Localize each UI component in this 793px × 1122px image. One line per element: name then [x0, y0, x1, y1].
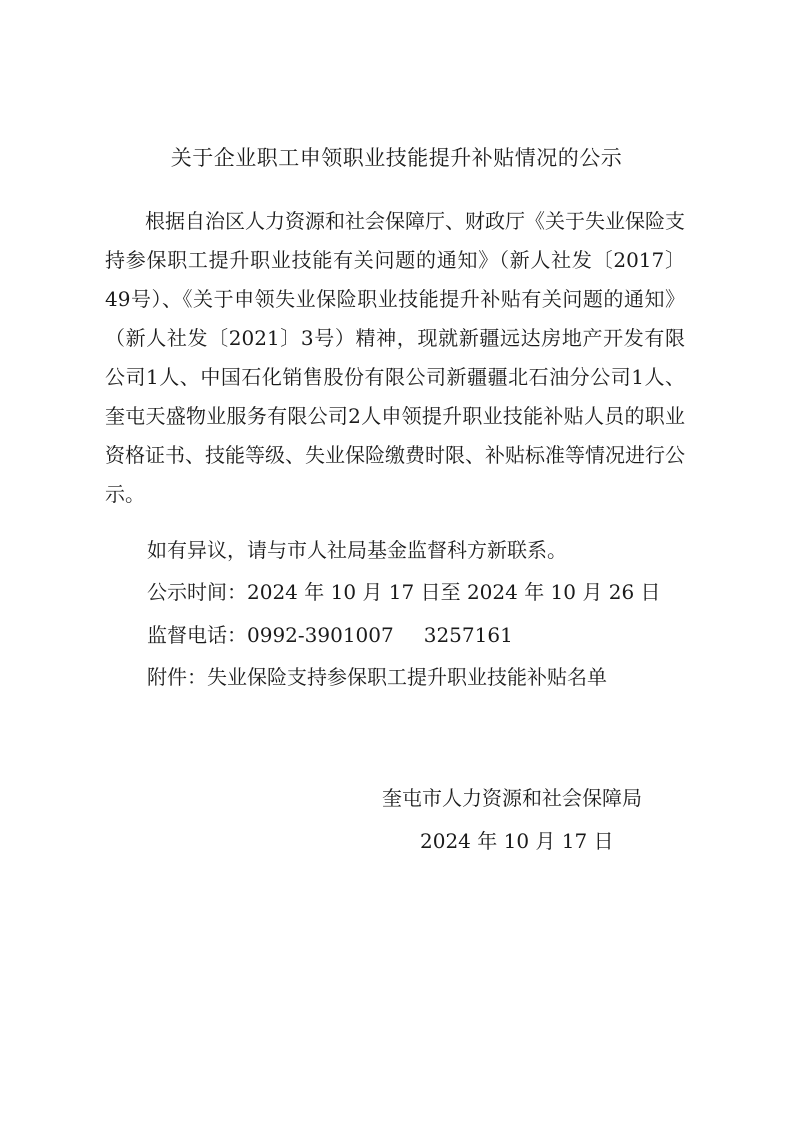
issue-date: 2024 年 10 月 17 日 — [420, 829, 614, 853]
body-paragraph: 根据自治区人力资源和社会保障厅、财政厅《关于失业保险支持参保职工提升职业技能有关问题的通知》（新人社发〔2017〕49号）、《关于申领失业保险职业技能提升补贴有关问题的通知》（新人社发〔2021〕3号）精神，现就新疆远达房地产开发有限公司1人、中国石化销售股份有限公司新疆疆北石油分公司1人、奎屯天盛物业服务有限公司2人申领提升职业技能补贴人员的职业资格证书、技能等级、失业保险缴费时限、补贴标准等情况进行公示。 — [105, 209, 685, 506]
supervision-phone — [147, 620, 513, 650]
attachment-line: 附件：失业保险支持参保职工提升职业技能补贴名单 — [147, 665, 607, 689]
objection-notice: 如有异议，请与市人社局基金监督科方新联系。 — [147, 538, 567, 562]
issuer-signature: 奎屯市人力资源和社会保障局 — [382, 786, 642, 810]
phone-primary: 监督电话：0992-3901007 — [147, 623, 394, 647]
phone-secondary: 3257161 — [423, 623, 513, 647]
notice-period: 公示时间：2024 年 10 月 17 日至 2024 年 10 月 26 日 — [147, 580, 661, 604]
document-title: 关于企业职工申领职业技能提升补贴情况的公示 — [170, 146, 623, 170]
